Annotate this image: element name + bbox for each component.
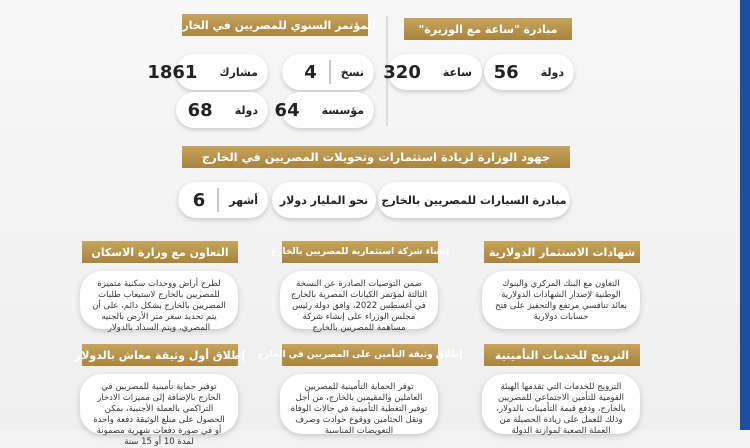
card-insurance-services — [482, 374, 640, 434]
billion-pill — [272, 182, 376, 218]
stat-label: نسخ — [340, 65, 364, 79]
stat-minister-countries — [484, 54, 574, 90]
card-text: توفير حماية تأمينية للمصريين في الخارج بالإضافة إلى مميزات الادخار التراكمي بالعملة الأجنبية، بمكن الحصول على مبلغ الوثيقة دفعة واحدة أو في صورة دفعات شهرية مضمونة لمدة 10 أو 15 سنة — [93, 382, 225, 447]
cars-initiative-pill — [378, 182, 570, 218]
conference-title: المؤتمر السنوي للمصريين في الخارج — [182, 14, 368, 36]
stat-label: دولة — [234, 103, 258, 117]
stat-label: مؤسسة — [321, 103, 364, 117]
card-title-dollar-certificates: شهادات الاستثمار الدولارية — [484, 241, 640, 263]
separator — [329, 60, 331, 84]
stat-value: 56 — [493, 61, 519, 83]
side-accent-bar — [740, 0, 750, 430]
stat-value: 320 — [383, 61, 421, 83]
stat-value: 4 — [304, 61, 317, 83]
card-title-insurance-document: إطلاق وثيقة التأمين على المصريين في الخارج — [282, 344, 438, 366]
card-dollar-certificates — [482, 271, 640, 329]
stat-label: ساعة — [442, 65, 472, 79]
card-title-investment-company: إنشاء شركة استثمارية للمصريين بالخارج — [282, 241, 438, 263]
card-text: ضمن التوصيات الصادرة عن النسخة الثالثة لمؤتمر الكيانات المصرية بالخارج في أغسطس 2022، وافق دولة رئيس مجلس الوزراء على إنشاء شركة مساهمة للمصريين بالخارج — [290, 279, 428, 333]
separator — [217, 188, 219, 212]
months-pill — [178, 182, 268, 218]
stat-label: دولة — [540, 65, 564, 79]
stat-value: 68 — [187, 99, 213, 121]
stat-countries — [176, 92, 268, 128]
card-title-insurance-services: الترويج للخدمات التأمينية — [484, 344, 640, 366]
stat-label: مشارك — [219, 65, 258, 79]
stat-hours — [383, 54, 482, 90]
cars-initiative-label: مبادرة السيارات للمصريين بالخارج — [381, 193, 567, 207]
stat-value: 1861 — [147, 61, 198, 83]
card-title-housing: التعاون مع وزارة الاسكان — [82, 241, 238, 263]
card-housing — [80, 271, 238, 333]
efforts-title: جهود الوزارة لزيادة استثمارات وتحويلات المصريين في الخارج — [182, 146, 570, 168]
stat-value: 64 — [274, 99, 300, 121]
card-title-dollar-pension: إطلاق أول وثيقة معاش بالدولار — [82, 344, 238, 366]
card-investment-company — [280, 271, 438, 333]
card-text: التعاون مع البنك المركزي والبنوك الوطنية لإصدار الشهادات الدولارية بعائد تنافسي مرتفع والتحفيز على فتح حسابات دولارية — [495, 279, 627, 322]
card-text: الترويج للخدمات التي تقدمها الهيئة القومية للتأمين الاجتماعي للمصريين بالخارج، ودفع قيمة التأمينات بالدولار، وذلك للعمل على زيادة الحصيلة من العملة الصعبة لموازنة الدولة — [496, 382, 626, 436]
months-label: أشهر — [229, 193, 258, 207]
stat-editions — [282, 54, 374, 90]
stat-participants — [147, 54, 268, 90]
card-dollar-pension — [80, 374, 238, 447]
card-insurance-document — [280, 374, 438, 434]
billion-label: نحو المليار دولار — [279, 193, 369, 207]
card-text: لطرح أراض ووحدات سكنية متميزة للمصريين بالخارج لاستيعاب طلبات المصريين بالخارج بشكل دائم، على أن يتم تحديد سعر متر الأرض بالجنيه المصري، ويتم السداد بالدولار — [92, 279, 226, 333]
stat-institutions — [274, 92, 374, 128]
minister-hour-title: مبادرة "ساعة مع الوزيرة" — [404, 18, 572, 40]
months-value: 6 — [192, 189, 206, 211]
card-text: توفر الحماية التأمينية للمصريين العاملين والمقيمين بالخارج، من أجل توفير التغطية التأمينية في حالات الوفاة ونقل الجثامين ووقوع حوادث وصرف التعويضات المناسبة — [290, 382, 428, 436]
